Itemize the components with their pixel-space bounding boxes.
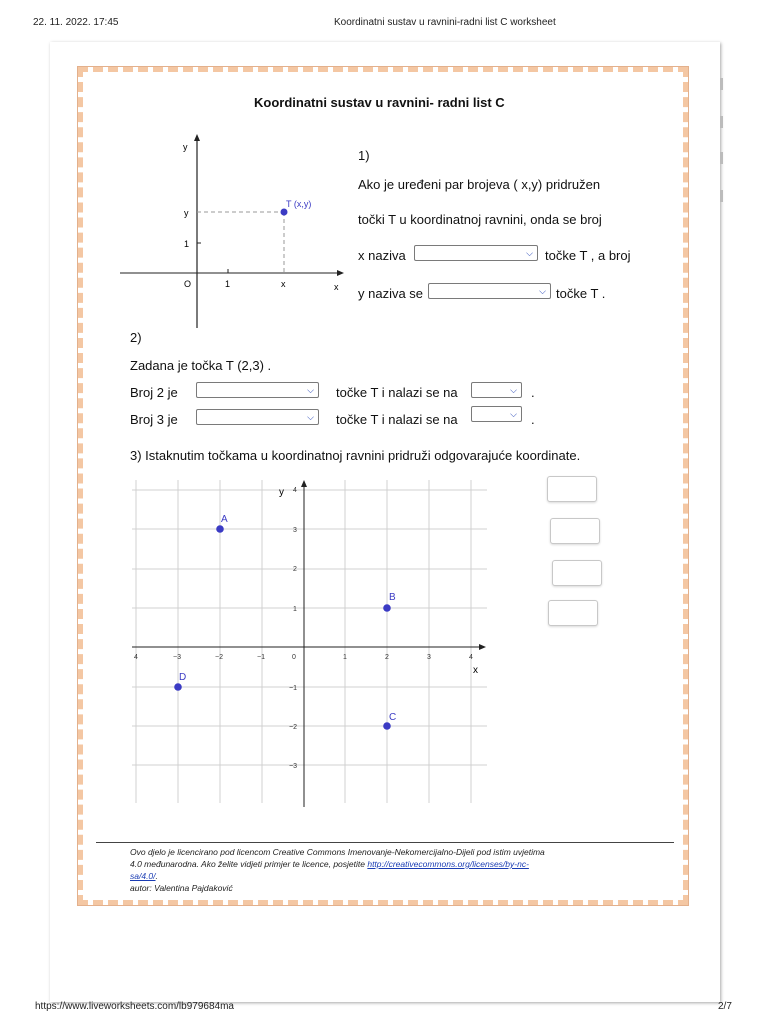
- point-a: [216, 525, 224, 533]
- point-d-label: D: [179, 672, 187, 683]
- x-tick-label: 3: [427, 654, 431, 661]
- point-t: [281, 209, 288, 216]
- diagram1-tick-y: y: [184, 208, 189, 218]
- worksheet-title: Koordinatni sustav u ravnini- radni list C: [254, 95, 505, 110]
- q2-row2-axis-dropdown[interactable]: [471, 406, 522, 422]
- q1-line2: točki T u koordinatnoj ravnini, onda se broj: [358, 212, 602, 227]
- grid-x-axis-label: x: [473, 665, 478, 676]
- license-line3: [130, 870, 640, 882]
- point-c: [383, 722, 391, 730]
- chevron-down-icon: ⌵: [307, 412, 314, 422]
- q2-number: 2): [130, 330, 142, 345]
- y-tick-label: 4: [293, 487, 297, 494]
- point-d: [174, 683, 182, 691]
- y-tick-label: −2: [289, 724, 297, 731]
- q1-x-name-dropdown[interactable]: [414, 245, 538, 261]
- q2-row1-end: .: [531, 385, 535, 400]
- q1-number: 1): [358, 148, 370, 163]
- answer-input-1[interactable]: [547, 476, 597, 502]
- point-b-label: B: [389, 592, 396, 603]
- license-link[interactable]: http://creativecommons.org/licenses/by-nc-: [367, 859, 529, 869]
- print-page-number: 2/7: [718, 1001, 732, 1012]
- license-line1: Ovo djelo je licencirano pod licencom Creative Commons Imenovanje-Nekomercijalno-Dijeli pod istim uvjetima: [130, 847, 545, 857]
- q1-y-name-dropdown[interactable]: [428, 283, 551, 299]
- q1-line4-start: y naziva se: [358, 286, 424, 301]
- x-tick-label: 0: [292, 654, 296, 661]
- chevron-down-icon: ⌵: [510, 409, 517, 419]
- diagram1-tick-y-1: 1: [184, 239, 190, 249]
- license-line2-text: 4.0 međunarodna. Ako želite vidjeti primjer te licence, posjetite: [130, 859, 368, 869]
- y-tick-label: 2: [293, 566, 297, 573]
- answer-input-4[interactable]: [548, 600, 598, 626]
- q2-row1-axis-dropdown[interactable]: [471, 382, 522, 398]
- q1-line3-end: točke T , a broj: [545, 248, 631, 263]
- x-tick-label: 2: [385, 654, 389, 661]
- license-line3-end: .: [155, 871, 158, 881]
- x-tick-label: 1: [343, 654, 347, 661]
- scroll-marker: [720, 78, 723, 90]
- point-c-label: C: [389, 712, 397, 723]
- q2-row1-name-dropdown[interactable]: [196, 382, 319, 398]
- point-a-label: A: [221, 514, 228, 525]
- diagram1-origin-label: O: [184, 279, 192, 289]
- q2-row2-mid: točke T i nalazi se na: [336, 412, 458, 427]
- license-text: [130, 846, 640, 894]
- license-author: autor: Valentina Pajdaković: [130, 883, 233, 893]
- chevron-down-icon: ⌵: [539, 286, 546, 296]
- scroll-marker: [720, 190, 723, 202]
- q2-row1-label: Broj 2 je: [130, 385, 178, 400]
- x-tick-label: −2: [215, 654, 223, 661]
- answer-input-3[interactable]: [552, 560, 602, 586]
- q2-row2-label: Broj 3 je: [130, 412, 178, 427]
- x-tick-label: −3: [173, 654, 181, 661]
- answer-input-2[interactable]: [550, 518, 600, 544]
- license-link-end[interactable]: sa/4.0/: [130, 871, 156, 881]
- scroll-marker: [720, 116, 723, 128]
- chevron-down-icon: ⌵: [307, 385, 314, 395]
- y-tick-label: −3: [289, 763, 297, 770]
- y-tick-label: −1: [289, 685, 297, 692]
- q1-line3-start: x naziva: [358, 248, 406, 263]
- y-tick-label: 1: [293, 606, 297, 613]
- x-tick-label: −1: [257, 654, 265, 661]
- q3-instruction: 3) Istaknutim točkama u koordinatnoj ravnini pridruži odgovarajuće koordinate.: [130, 448, 581, 463]
- x-tick-label: 4: [134, 654, 138, 661]
- print-url: https://www.liveworksheets.com/lb979684ma: [35, 1001, 234, 1012]
- q1-line4-end: točke T .: [556, 286, 606, 301]
- q2-row2-name-dropdown[interactable]: [196, 409, 319, 425]
- q2-row2-end: .: [531, 412, 535, 427]
- x-tick-label: 4: [469, 654, 473, 661]
- footer-divider: [96, 842, 674, 843]
- q2-row1-mid: točke T i nalazi se na: [336, 385, 458, 400]
- q1-line1: Ako je uređeni par brojeva ( x,y) pridružen: [358, 177, 601, 192]
- diagram1-point-label: T (x,y): [286, 199, 312, 209]
- diagram1-y-axis-label: y: [183, 142, 188, 152]
- scroll-marker: [720, 152, 723, 164]
- coordinate-diagram-1: [115, 130, 350, 330]
- diagram1-tick-1: 1: [225, 279, 231, 289]
- license-line2: [130, 858, 640, 870]
- point-b: [383, 604, 391, 612]
- diagram1-x-axis-label: x: [334, 282, 339, 292]
- y-tick-label: 3: [293, 527, 297, 534]
- q2-intro: Zadana je točka T (2,3) .: [130, 358, 272, 373]
- chevron-down-icon: ⌵: [526, 248, 533, 258]
- chevron-down-icon: ⌵: [510, 385, 517, 395]
- print-page-title: Koordinatni sustav u ravnini-radni list C worksheet: [334, 17, 556, 28]
- print-datetime: 22. 11. 2022. 17:45: [33, 17, 119, 28]
- grid-y-axis-label: y: [279, 487, 284, 498]
- diagram1-tick-x: x: [281, 279, 286, 289]
- coordinate-grid-3: [132, 475, 492, 810]
